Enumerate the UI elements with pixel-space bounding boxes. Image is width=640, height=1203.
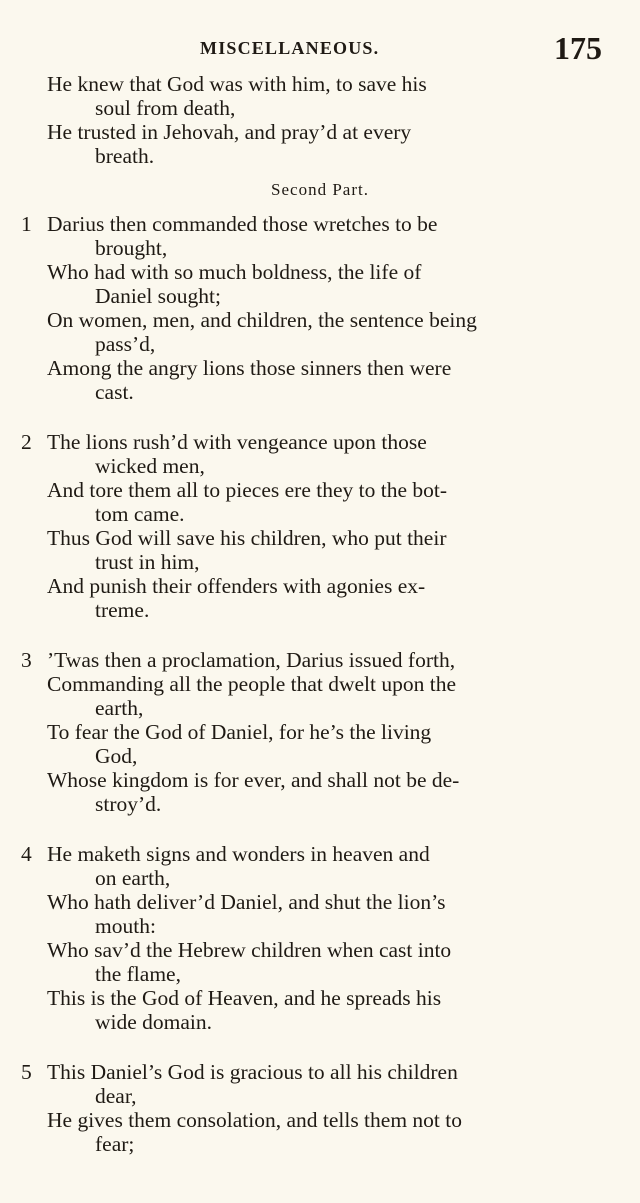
page-body (0, 72, 640, 1156)
verse-line: breath. (95, 144, 155, 168)
verse-line: cast. (95, 380, 134, 404)
verse-line: To fear the God of Daniel, for he’s the living (47, 720, 432, 744)
verse-line (0, 212, 640, 236)
verse-line: treme. (95, 598, 150, 622)
verse-line: stroy’d. (95, 792, 162, 816)
stanza-1 (0, 212, 640, 404)
verse-line: tom came. (95, 502, 185, 526)
verse-line: brought, (95, 236, 168, 260)
verse-line-text: This Daniel’s God is gracious to all his children (47, 1060, 458, 1084)
verse-line: Commanding all the people that dwelt upon the (47, 672, 457, 696)
verse-line: earth, (95, 696, 144, 720)
stanza-number: 5 (21, 1060, 32, 1084)
verse-line: This is the God of Heaven, and he spreads his (47, 986, 442, 1010)
verse-line: wicked men, (95, 454, 205, 478)
stanza-3 (0, 648, 640, 816)
verse-line (0, 430, 640, 454)
stanza-5 (0, 1060, 640, 1156)
verse-line: And tore them all to pieces ere they to the bot- (47, 478, 448, 502)
opening-verse (0, 72, 640, 168)
page-header (0, 30, 640, 70)
verse-line: trust in him, (95, 550, 200, 574)
verse-line: He knew that God was with him, to save his (47, 72, 427, 96)
page-number: 175 (554, 30, 602, 66)
verse-line: mouth: (95, 914, 156, 938)
verse-line: wide domain. (95, 1010, 213, 1034)
verse-line-text: Darius then commanded those wretches to be (47, 212, 438, 236)
stanza-4 (0, 842, 640, 1034)
verse-line: God, (95, 744, 138, 768)
verse-line: Who had with so much boldness, the life of (47, 260, 422, 284)
verse-line-text: The lions rush’d with vengeance upon those (47, 430, 427, 454)
verse-line: He gives them consolation, and tells them not to (47, 1108, 462, 1132)
stanza-number: 2 (21, 430, 32, 454)
verse-line: dear, (95, 1084, 137, 1108)
verse-line (0, 1060, 640, 1084)
stanza-number: 1 (21, 212, 32, 236)
verse-line: pass’d, (95, 332, 156, 356)
stanza-2 (0, 430, 640, 622)
verse-line: soul from death, (95, 96, 236, 120)
verse-line (0, 842, 640, 866)
verse-line: On women, men, and children, the sentence being (47, 308, 477, 332)
verse-line-text: He maketh signs and wonders in heaven and (47, 842, 430, 866)
verse-line: He trusted in Jehovah, and pray’d at every (47, 120, 412, 144)
stanza-number: 4 (21, 842, 32, 866)
verse-line: Whose kingdom is for ever, and shall not be de- (47, 768, 460, 792)
verse-line: Among the angry lions those sinners then were (47, 356, 452, 380)
verse-line: on earth, (95, 866, 171, 890)
verse-line: the flame, (95, 962, 181, 986)
part-heading: Second Part. (271, 180, 369, 199)
verse-line (0, 648, 640, 672)
verse-line: Who sav’d the Hebrew children when cast into (47, 938, 452, 962)
running-head: MISCELLANEOUS. (200, 38, 380, 58)
verse-line: Daniel sought; (95, 284, 221, 308)
verse-line: Who hath deliver’d Daniel, and shut the lion’s (47, 890, 446, 914)
stanza-number: 3 (21, 648, 32, 672)
verse-line: fear; (95, 1132, 135, 1156)
verse-line-text: ’Twas then a proclamation, Darius issued forth, (47, 648, 456, 672)
verse-line: Thus God will save his children, who put their (47, 526, 447, 550)
verse-line: And punish their offenders with agonies ex- (47, 574, 426, 598)
